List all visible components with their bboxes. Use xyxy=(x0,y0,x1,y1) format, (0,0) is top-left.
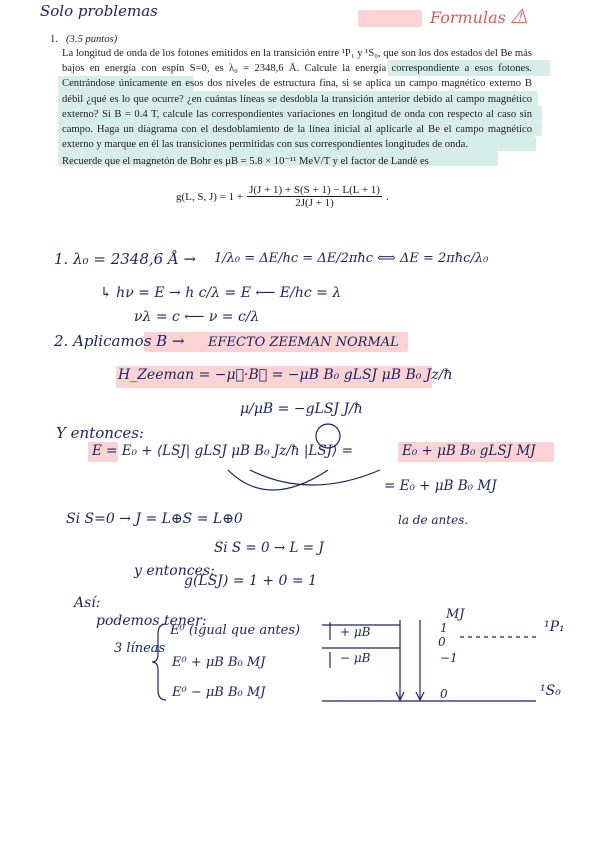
lande-numerator: J(J + 1) + S(S + 1) − L(L + 1) xyxy=(249,184,380,196)
bohr-magneton-note: Recuerde que el magnetón de Bohr es μB = 5.8 × 10⁻¹¹ MeV/T y el factor de Landè es xyxy=(62,156,429,168)
lande-denominator: 2J(J + 1) xyxy=(295,197,334,209)
note-3-label: Y entonces: xyxy=(56,424,144,442)
note-2c: H_Zeeman = −μ⃗·B⃗ = −μB B₀ gLSJ μB B₀ Jz/ħ xyxy=(118,367,453,383)
problem-statement xyxy=(62,46,532,170)
note-3b: E₀ + μB B₀ gLSJ MJ xyxy=(402,443,536,459)
note-4b: Si S = 0 → L = J xyxy=(214,540,324,556)
lande-formula xyxy=(176,184,389,209)
note-3a: E = E₀ + ⟨LSJ| gLSJ μB B₀ Jz/ħ |LSJ⟩ = xyxy=(92,443,353,459)
arc-mark xyxy=(250,470,380,485)
note-5-label: Así: xyxy=(74,595,101,611)
note-1a: 1. λ₀ = 2348,6 Å → xyxy=(54,250,197,268)
lande-lhs: g(L, S, J) = 1 + xyxy=(176,190,244,203)
diagram-level-s0: 0 xyxy=(440,687,448,701)
note-4a: Si S=0 → J = L⊕S = L⊕0 xyxy=(66,511,243,527)
note-5d: E⁰ + μB B₀ MJ xyxy=(172,655,266,670)
note-5a: podemos tener: xyxy=(96,613,207,629)
diagram-level-minus1: −1 xyxy=(440,651,458,665)
note-2b: EFECTO ZEEMAN NORMAL xyxy=(208,335,399,350)
problem-points: (3.5 puntos) xyxy=(66,34,118,45)
formulas-label xyxy=(358,10,422,27)
arc-mark xyxy=(228,470,328,490)
note-4d: g(LSJ) = 1 + 0 = 1 xyxy=(184,573,317,589)
statement-text: La longitud de onda de los fotones emitidos en la transición entre ¹P₁ y ¹S₀, que son los dos estados del Be más bajos en energía con espín S=0, es λ₀ = 2348,6 Å. Calcule la energía correspondiente a esos fotones. Centrándose únicamente en esos dos niveles de estructura fina, si se aplica un campo magnético externo B débil ¿qué es lo que ocurre? ¿en cuántas líneas se desdobla la transición anterior debido al campo magnético externo? Si B = 0.4 T, calcule las correspondientes variaciones en longitud de onda con respecto al caso sin campo. Haga un diagrama con el desdoblamiento de la línea inicial al aplicarle al Be el campo magnético externo y marque en él las transiciones permitidas con sus correspondientes longitudes de onda. xyxy=(62,48,532,151)
note-2d: μ/μB = −gLSJ J/ħ xyxy=(240,401,363,417)
formulas-tag: Formulas xyxy=(430,8,506,27)
diagram-s0-label: ¹S₀ xyxy=(540,683,561,699)
lande-fraction xyxy=(247,184,382,209)
note-5c: E⁰ (igual que antes) xyxy=(170,623,301,638)
diagram-plus: + μB xyxy=(340,625,371,639)
diagram-mj-label: MJ xyxy=(446,607,465,622)
note-2a: 2. Aplicamos B → xyxy=(54,332,185,350)
diagram-minus: − μB xyxy=(340,651,371,665)
note-3d: la de antes. xyxy=(398,513,469,527)
warning-icon: ⚠ xyxy=(510,4,528,28)
note-4c: y entonces: xyxy=(134,563,215,579)
note-5b: 3 líneas xyxy=(114,641,166,656)
note-1c: ↳ hν = E → h c/λ = E ⟵ E/hc = λ xyxy=(100,285,342,301)
problem-number: 1. xyxy=(50,34,58,45)
note-3c: = E₀ + μB B₀ MJ xyxy=(384,478,497,494)
note-1d: νλ = c ⟵ ν = c/λ xyxy=(134,309,260,325)
arrow-head xyxy=(396,692,404,700)
diagram-level-0: 0 xyxy=(438,635,446,649)
header-title: Solo problemas xyxy=(40,2,158,20)
lande-end: . xyxy=(385,190,389,203)
note-5e: E⁰ − μB B₀ MJ xyxy=(172,685,266,700)
arrow-head xyxy=(416,692,424,700)
diagram-p1-label: ¹P₁ xyxy=(544,619,565,635)
diagram-level-1: 1 xyxy=(440,621,448,635)
brace-mark xyxy=(152,624,166,700)
note-1b: 1/λ₀ = ΔE/hc = ΔE/2πħc ⟺ ΔE = 2πħc/λ₀ xyxy=(214,251,489,266)
